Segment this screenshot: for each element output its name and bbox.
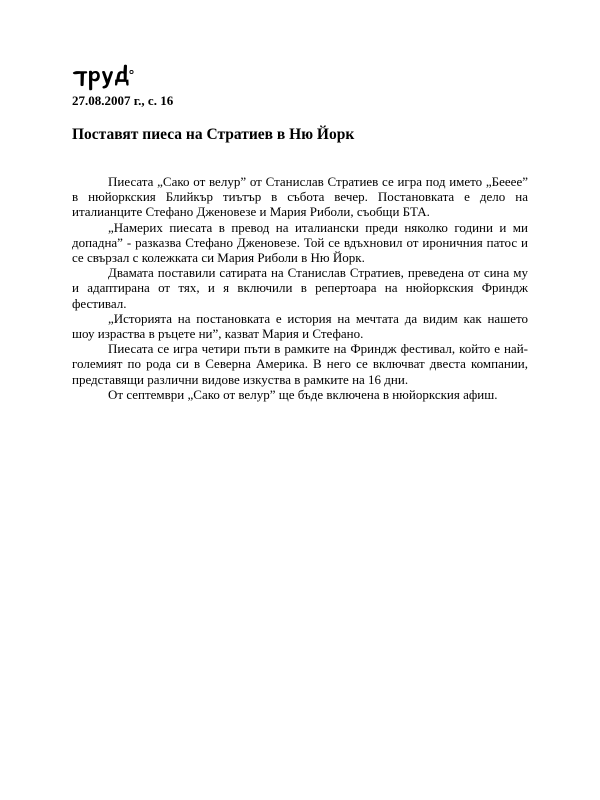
article-paragraph: Пиесата се игра четири пъти в рамките на Фриндж фестивал, който е най-големият по рода си в Северна Америка. В него се включват двеста компании, представящи различни видове изкуства в рамките на 16 дни.: [72, 341, 528, 387]
trud-logo-icon: [72, 64, 136, 92]
article-paragraph: Двамата поставили сатирата на Станислав Стратиев, преведена от сина му и адаптирана от тях, и я включили в репертоара на нюйоркския Фриндж фестивал.: [72, 265, 528, 311]
publication-date-page: 27.08.2007 г., с. 16: [72, 93, 174, 108]
article-paragraph: От септември „Сако от велур” ще бъде включена в нюйоркския афиш.: [108, 386, 498, 402]
article-paragraph: „Намерих пиесата в превод на италиански преди няколко години и ми допадна” - разказва Стефано Дженовезе. Той се вдъхновил от ироничния патос и се свързал с колежката си Мария Риболи в Ню Йорк.: [72, 219, 528, 266]
document-page: [72, 64, 528, 402]
article-paragraph: „Историята на постановката е история на мечтата да видим как нашето шоу израства в ръцете ни”, казват Мария и Стефано.: [72, 310, 528, 342]
article-headline: Поставят пиеса на Стратиев в Ню Йорк: [72, 126, 355, 143]
article-paragraph: Пиесата „Сако от велур” от Станислав Стратиев се игра под името „Бееее” в нюйоркския Блийкър тиътър в събота вечер. Постановката е дело на италианците Стефано Дженовезе и Мария Риболи, съобщи БТА.: [72, 174, 528, 220]
article-body: [72, 174, 528, 402]
